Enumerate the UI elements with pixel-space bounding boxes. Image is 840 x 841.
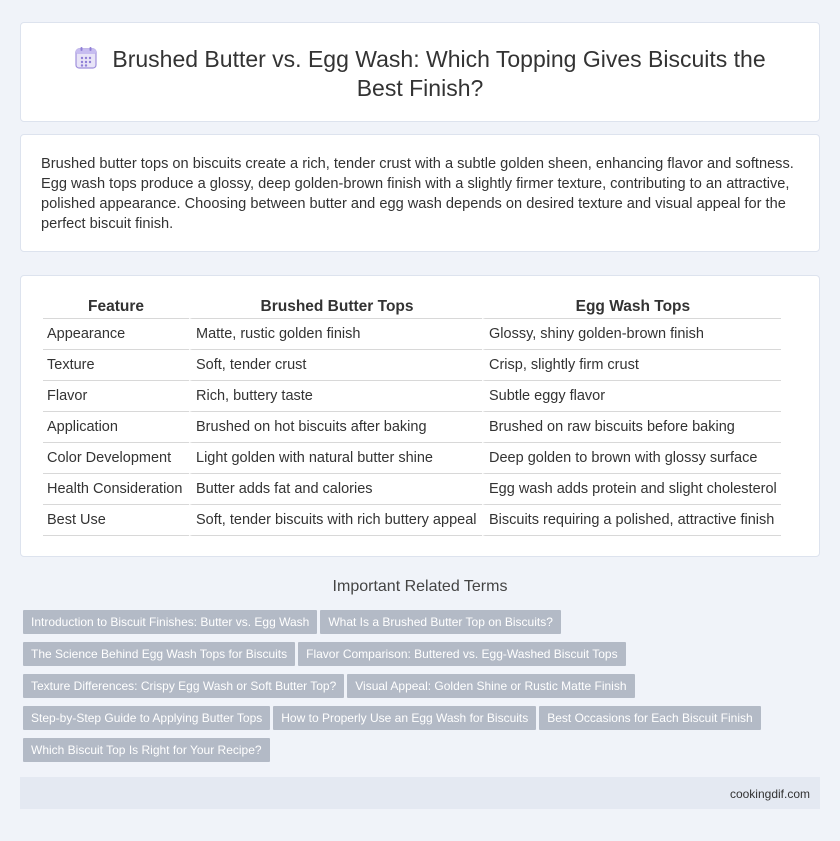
table-cell: Texture xyxy=(43,350,189,381)
table-cell: Biscuits requiring a polished, attractive finish xyxy=(482,505,781,536)
comparison-table xyxy=(43,296,781,536)
page-title-line-2: Best Finish? xyxy=(356,75,484,101)
related-term-tag[interactable]: Introduction to Biscuit Finishes: Butter vs. Egg Wash xyxy=(23,610,317,634)
related-terms-heading: Important Related Terms xyxy=(332,578,508,595)
table-cell: Brushed on hot biscuits after baking xyxy=(189,412,482,443)
tag-row xyxy=(23,738,813,770)
table-row xyxy=(43,505,781,536)
table-cell: Health Consideration xyxy=(43,474,189,505)
related-term-tag[interactable]: Texture Differences: Crispy Egg Wash or Soft Butter Top? xyxy=(23,674,344,698)
page-title xyxy=(21,45,819,103)
table-cell: Soft, tender biscuits with rich buttery appeal xyxy=(189,505,482,536)
calendar-icon xyxy=(74,46,98,70)
table-cell: Appearance xyxy=(43,319,189,350)
intro-card xyxy=(20,134,820,252)
table-cell: Soft, tender crust xyxy=(189,350,482,381)
column-header-butter: Brushed Butter Tops xyxy=(189,296,482,319)
related-term-tag[interactable]: Which Biscuit Top Is Right for Your Recipe? xyxy=(23,738,270,762)
table-header-row xyxy=(43,296,781,319)
table-row xyxy=(43,319,781,350)
table-cell: Brushed on raw biscuits before baking xyxy=(482,412,781,443)
table-row xyxy=(43,443,781,474)
related-terms-list xyxy=(23,610,813,770)
column-header-feature: Feature xyxy=(43,296,189,319)
comparison-card xyxy=(20,275,820,557)
table-cell: Rich, buttery taste xyxy=(189,381,482,412)
column-header-egg-wash: Egg Wash Tops xyxy=(482,296,781,319)
table-cell: Subtle eggy flavor xyxy=(482,381,781,412)
related-term-tag[interactable]: The Science Behind Egg Wash Tops for Biscuits xyxy=(23,642,295,666)
table-row xyxy=(43,381,781,412)
table-cell: Color Development xyxy=(43,443,189,474)
footer-site-link[interactable]: cookingdif.com xyxy=(729,787,810,801)
table-cell: Best Use xyxy=(43,505,189,536)
table-cell: Application xyxy=(43,412,189,443)
table-row xyxy=(43,412,781,443)
intro-paragraph: Brushed butter tops on biscuits create a rich, tender crust with a subtle golden sheen, enhancing flavor and softness. Egg wash tops produce a glossy, deep golden-brown finish with a slightly firmer texture, contributing to an attractive, polished appearance. Choosing between butter and egg wash depends on desired texture and visual appeal for the perfect biscuit finish. xyxy=(41,156,794,232)
tag-row xyxy=(23,674,813,706)
related-term-tag[interactable]: Flavor Comparison: Buttered vs. Egg-Washed Biscuit Tops xyxy=(298,642,625,666)
title-card xyxy=(20,22,820,122)
tag-row xyxy=(23,706,813,738)
table-cell: Egg wash adds protein and slight cholesterol xyxy=(482,474,781,505)
table-cell: Glossy, shiny golden-brown finish xyxy=(482,319,781,350)
tag-row xyxy=(23,610,813,642)
related-term-tag[interactable]: Visual Appeal: Golden Shine or Rustic Matte Finish xyxy=(347,674,634,698)
table-row xyxy=(43,474,781,505)
related-term-tag[interactable]: How to Properly Use an Egg Wash for Biscuits xyxy=(273,706,536,730)
table-cell: Crisp, slightly firm crust xyxy=(482,350,781,381)
table-cell: Light golden with natural butter shine xyxy=(189,443,482,474)
table-cell: Matte, rustic golden finish xyxy=(189,319,482,350)
related-term-tag[interactable]: What Is a Brushed Butter Top on Biscuits? xyxy=(320,610,561,634)
table-cell: Butter adds fat and calories xyxy=(189,474,482,505)
related-term-tag[interactable]: Step-by-Step Guide to Applying Butter Tops xyxy=(23,706,270,730)
table-row xyxy=(43,350,781,381)
table-cell: Flavor xyxy=(43,381,189,412)
page-title-line-1: Brushed Butter vs. Egg Wash: Which Topping Gives Biscuits the xyxy=(112,46,766,72)
table-cell: Deep golden to brown with glossy surface xyxy=(482,443,781,474)
footer xyxy=(20,777,820,809)
tag-row xyxy=(23,642,813,674)
related-term-tag[interactable]: Best Occasions for Each Biscuit Finish xyxy=(539,706,760,730)
